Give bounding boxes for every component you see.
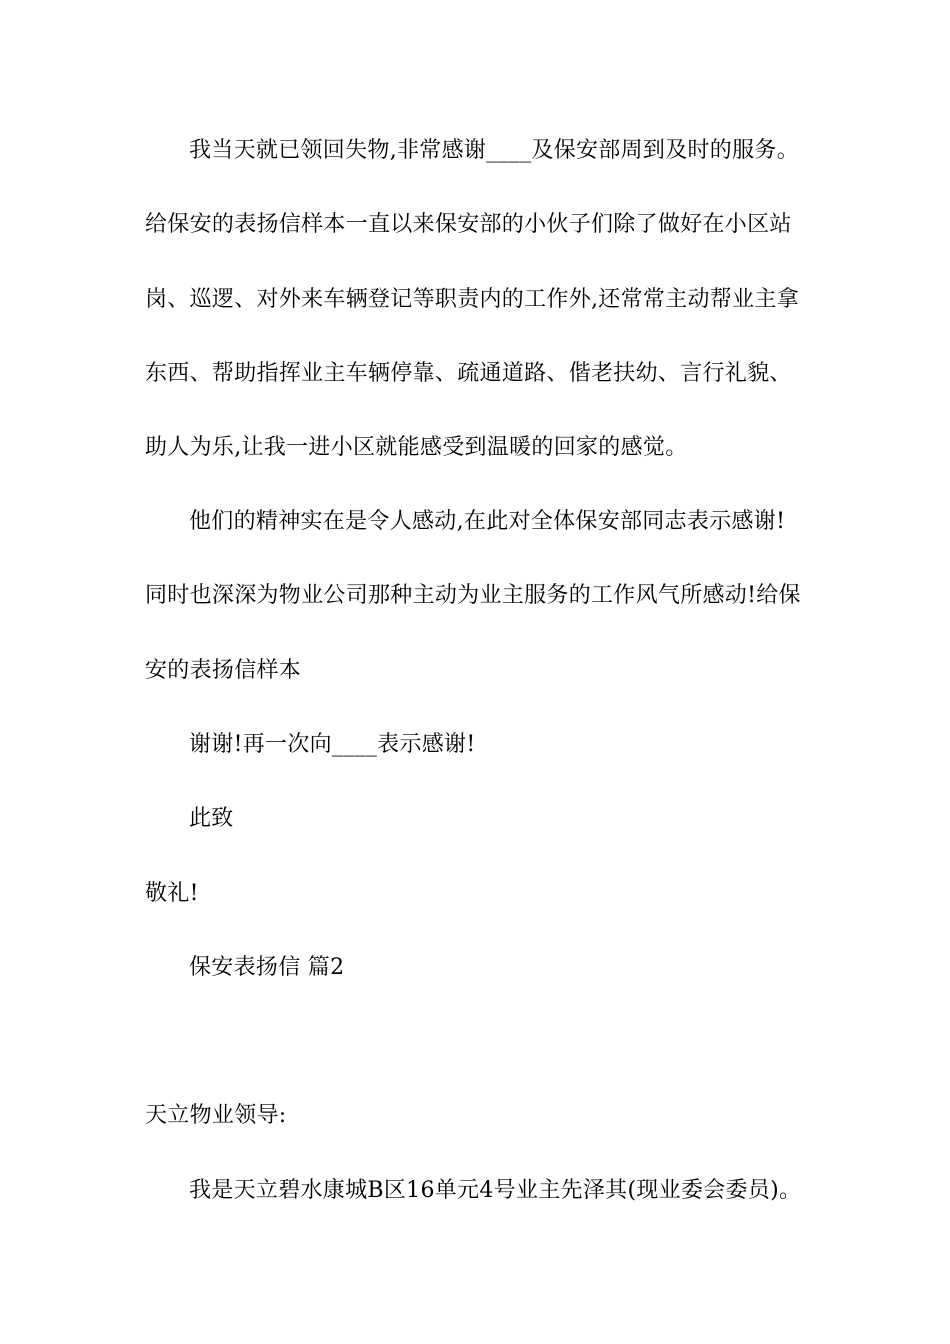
paragraph-line-8: 安的表扬信样本 bbox=[145, 658, 302, 683]
paragraph-line-5: 助人为乐,让我一进小区就能感受到温暖的回家的感觉。 bbox=[145, 435, 688, 460]
closing-salutation: 此致 bbox=[189, 806, 234, 831]
paragraph-line-3: 岗、巡逻、对外来车辆登记等职责内的工作外,还常常主动帮业主拿 bbox=[145, 287, 799, 312]
paragraph-line-2: 给保安的表扬信样本一直以来保安部的小伙子们除了做好在小区站 bbox=[145, 212, 792, 237]
letter-intro-line: 我是天立碧水康城B区16单元4号业主先泽其(现业委会委员)。 bbox=[189, 1178, 802, 1203]
paragraph-line-1: 我当天就已领回失物,非常感谢____及保安部周到及时的服务。 bbox=[189, 138, 799, 163]
paragraph-line-4: 东西、帮助指挥业主车辆停靠、疏通道路、偕老扶幼、言行礼貌、 bbox=[145, 361, 792, 386]
letter-addressee: 天立物业领导: bbox=[145, 1103, 287, 1128]
section-heading: 保安表扬信 篇2 bbox=[189, 955, 345, 980]
paragraph-line-6: 他们的精神实在是令人感动,在此对全体保安部同志表示感谢! bbox=[189, 509, 786, 534]
thanks-line: 谢谢!再一次向____表示感谢! bbox=[189, 732, 476, 757]
paragraph-line-7: 同时也深深为物业公司那种主动为业主服务的工作风气所感动!给保 bbox=[145, 583, 801, 608]
closing-regards: 敬礼! bbox=[145, 881, 199, 906]
